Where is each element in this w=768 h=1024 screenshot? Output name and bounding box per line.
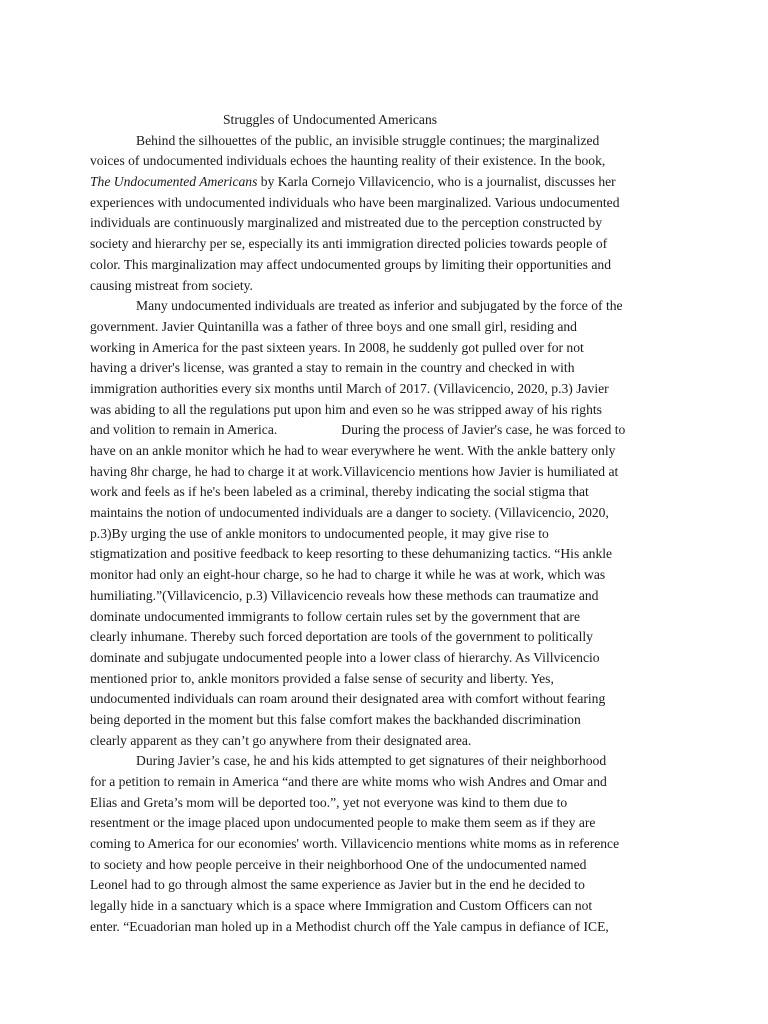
text-span: by Karla Cornejo Villavicencio, who is a journalist, discusses her [257, 174, 616, 190]
text-line: having a driver's license, was granted a stay to remain in the country and checked in with [90, 360, 575, 376]
text-line: p.3)By urging the use of ankle monitors to undocumented people, it may give rise to [90, 525, 549, 541]
text-line: Behind the silhouettes of the public, an invisible struggle continues; the marginalized [136, 132, 600, 148]
text-line: government. Javier Quintanilla was a father of three boys and one small girl, residing and [90, 318, 577, 334]
text-line: During Javier’s case, he and his kids attempted to get signatures of their neighborhood [136, 753, 607, 769]
text-line: have on an ankle monitor which he had to wear everywhere he went. With the ankle battery only [90, 443, 616, 458]
text-line: Elias and Greta’s mom will be deported too.”, yet not everyone was kind to them due to [90, 794, 568, 810]
text-line: having 8hr charge, he had to charge it at work.Villavicencio mentions how Javier is humiliated at [90, 463, 619, 479]
text-line [90, 420, 680, 441]
text-span: During the process of Javier's case, he was forced to [341, 422, 626, 438]
text-span: and volition to remain in America. [90, 422, 278, 438]
text-line: immigration authorities every six months until March of 2017. (Villavicencio, 2020, p.3) Javier [90, 380, 609, 396]
paragraph-2 [90, 296, 680, 751]
text-line: enter. “Ecuadorian man holed up in a Methodist church off the Yale campus in defiance of ICE, [90, 918, 609, 934]
text-line: color. This marginalization may affect undocumented groups by limiting their opportunities and [90, 256, 611, 272]
text-line: being deported in the moment but this false comfort makes the backhanded discrimination [90, 711, 581, 727]
text-line: resentment or the image placed upon undocumented people to make them seem as if they are [90, 815, 596, 831]
paragraph-3 [90, 751, 680, 937]
text-line: Leonel had to go through almost the same experience as Javier but in the end he decided to [90, 877, 585, 893]
text-line: individuals are continuously marginalized and mistreated due to the perception constructed by [90, 215, 603, 231]
text-line: working in America for the past sixteen years. In 2008, he suddenly got pulled over for not [90, 339, 584, 355]
document-body [90, 110, 680, 938]
text-line: for a petition to remain in America “and there are white moms who wish Andres and Omar and [90, 774, 607, 789]
text-line: maintains the notion of undocumented individuals are a danger to society. (Villavicencio, 2020, [90, 505, 609, 521]
text-line: voices of undocumented individuals echoes the haunting reality of their existence. In the book, [90, 153, 606, 169]
text-line: Many undocumented individuals are treated as inferior and subjugated by the force of the [136, 298, 623, 314]
text-line [90, 172, 680, 193]
text-line: clearly apparent as they can’t go anywhere from their designated area. [90, 732, 472, 748]
text-line: legally hide in a sanctuary which is a space where Immigration and Custom Officers can not [90, 898, 593, 914]
book-title: The Undocumented Americans [90, 174, 258, 190]
paragraph-1 [90, 131, 680, 297]
text-line: society and hierarchy per se, especially its anti immigration directed policies towards people of [90, 236, 608, 252]
text-line: work and feels as if he's been labeled as a criminal, thereby indicating the social stigma that [90, 484, 589, 500]
text-line: dominate and subjugate undocumented people into a lower class of hierarchy. As Villvicencio [90, 649, 600, 665]
text-line: was abiding to all the regulations put upon him and even so he was stripped away of his rights [90, 401, 602, 417]
text-line: coming to America for our economies' worth. Villavicencio mentions white moms as in reference [90, 836, 620, 852]
text-line: humiliating.”(Villavicencio, p.3) Villavicencio reveals how these methods can traumatize and [90, 587, 599, 603]
document-title: Struggles of Undocumented Americans [223, 112, 438, 127]
text-line: mentioned prior to, ankle monitors provided a false sense of security and liberty. Yes, [90, 670, 554, 686]
text-line: to society and how people perceive in their neighborhood One of the undocumented named [90, 856, 587, 872]
text-line: dominate undocumented immigrants to follow certain rules set by the government that are [90, 608, 580, 624]
text-line: monitor had only an eight-hour charge, so he had to charge it while he was at work, which was [90, 567, 606, 583]
text-line: experiences with undocumented individuals who have been marginalized. Various undocumented [90, 194, 620, 210]
text-line: clearly inhumane. Thereby such forced deportation are tools of the government to politically [90, 629, 593, 645]
text-line: causing mistreat from society. [90, 277, 253, 293]
text-line: undocumented individuals can roam around their designated area with comfort without fearing [90, 691, 606, 707]
text-line: stigmatization and positive feedback to keep resorting to these dehumanizing tactics. “His ankle [90, 546, 613, 562]
